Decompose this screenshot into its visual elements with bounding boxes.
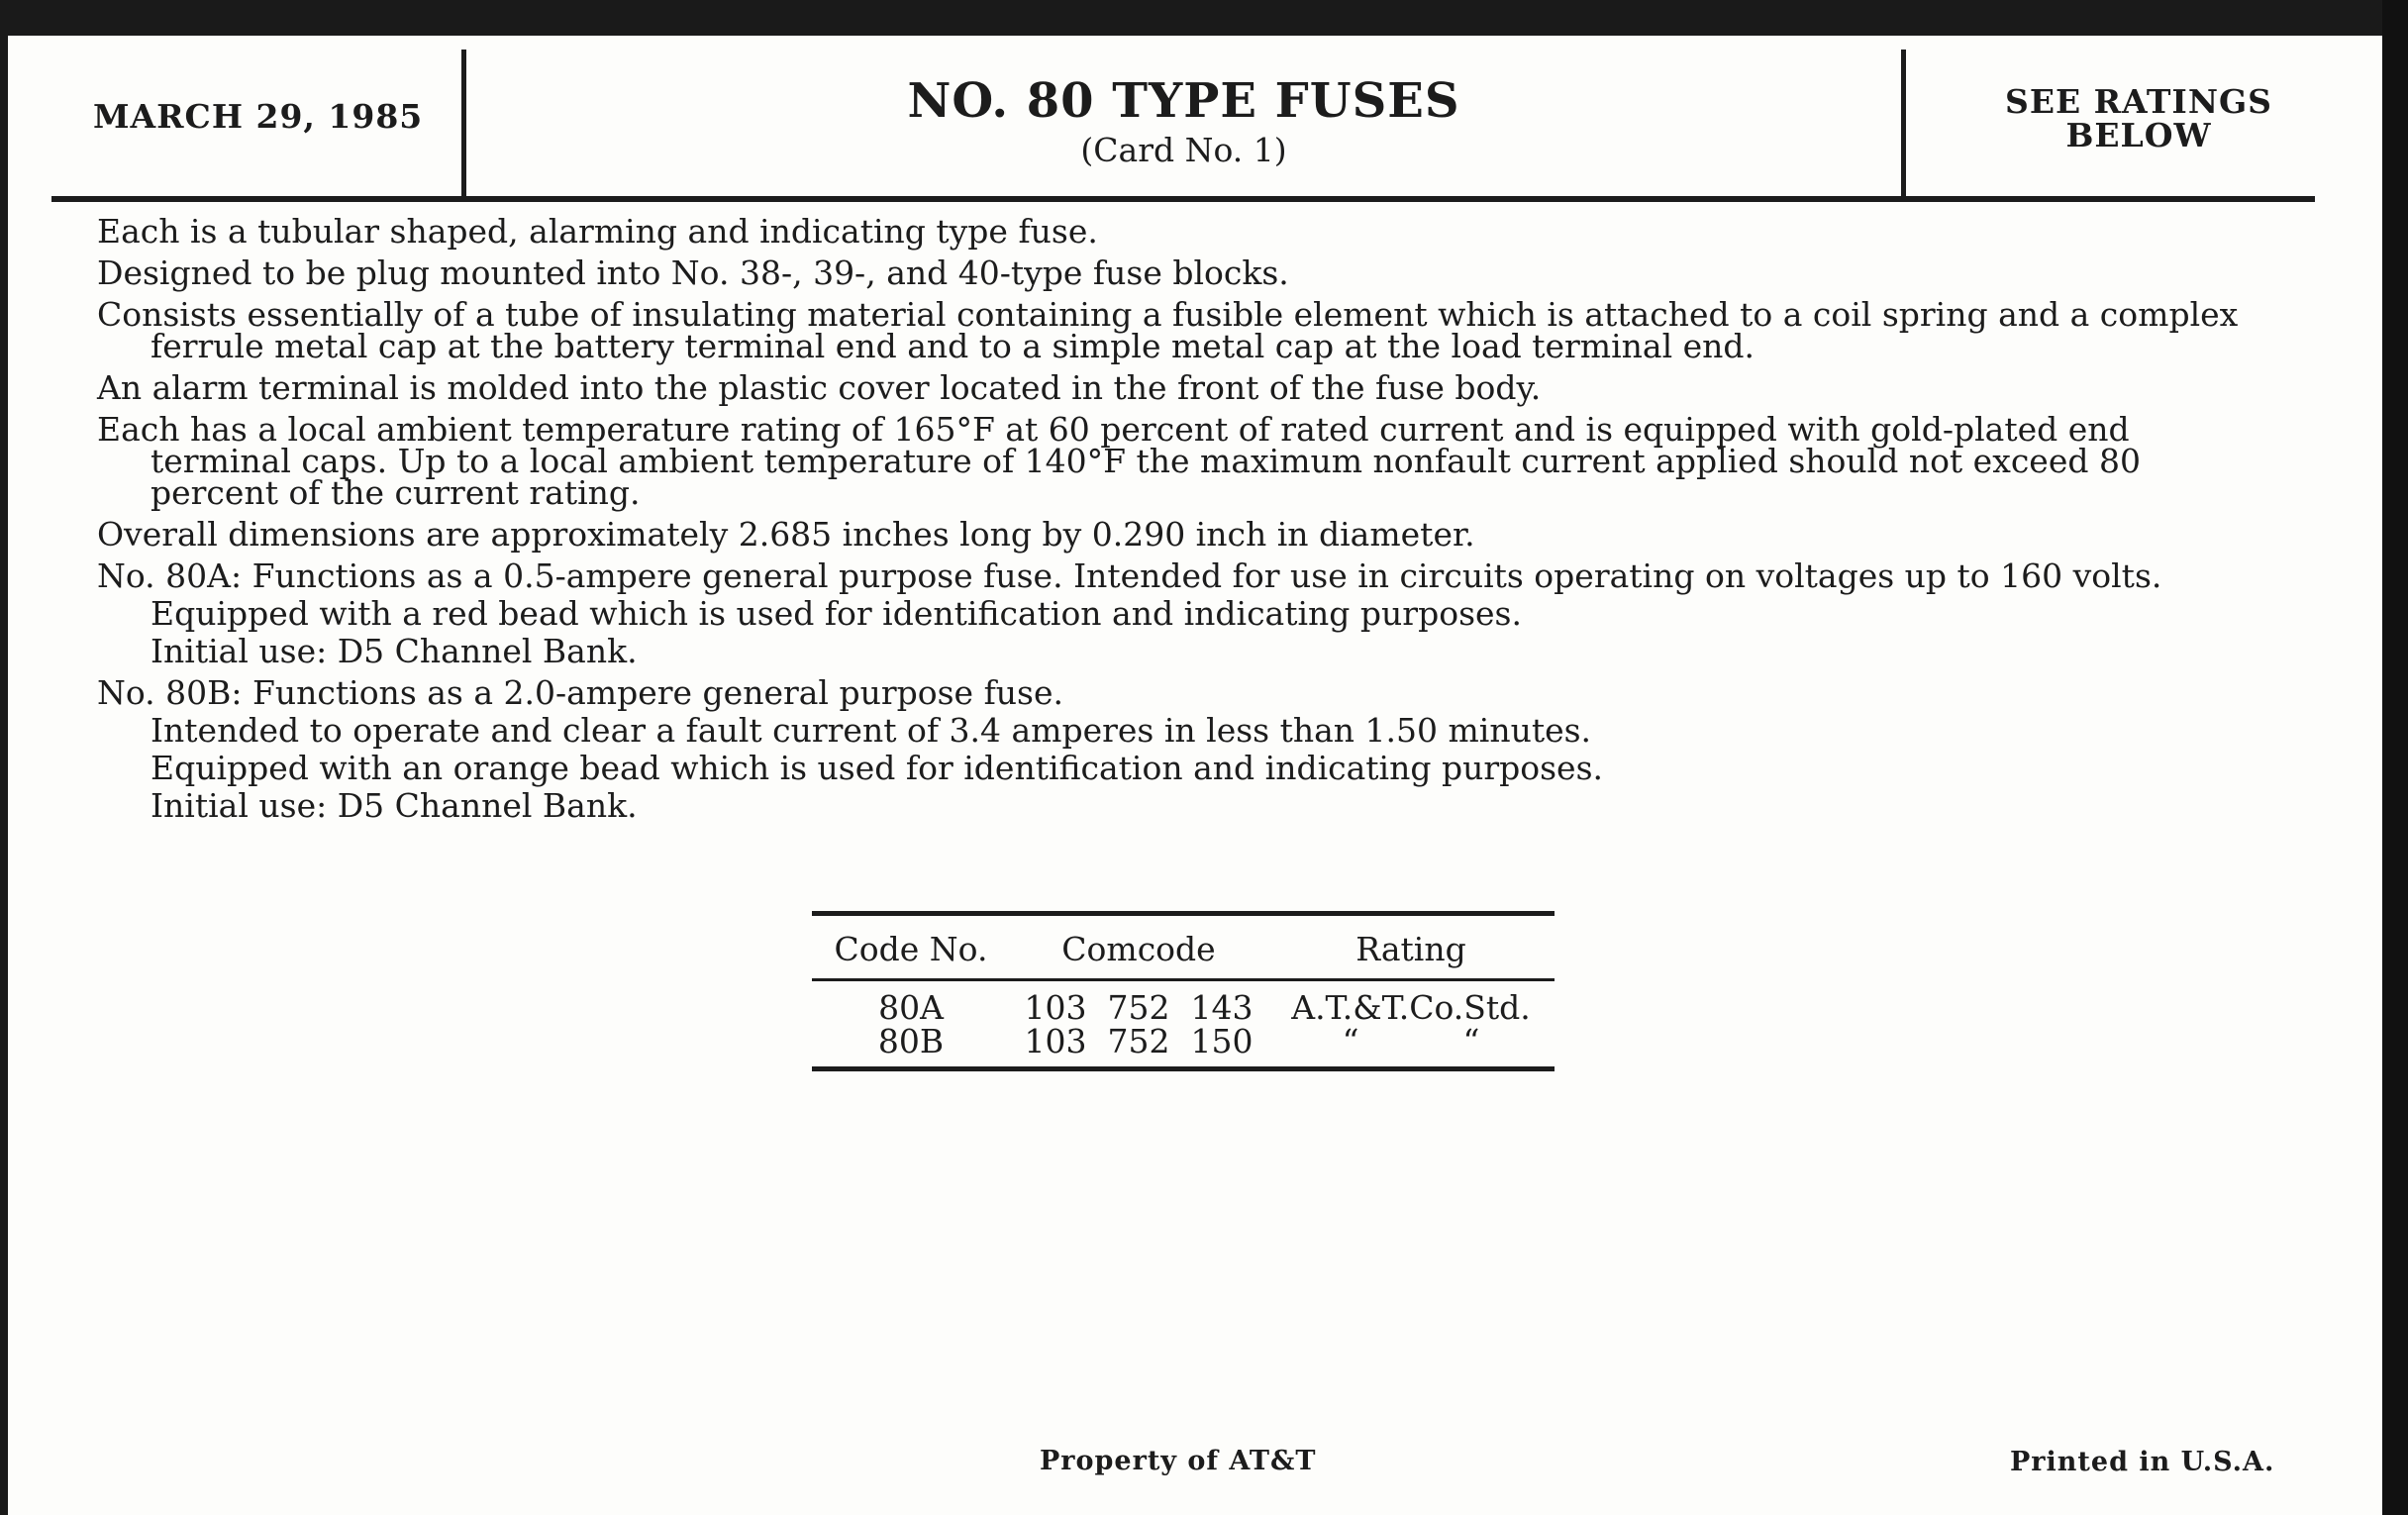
- paragraph-alarm-terminal: An alarm terminal is molded into the plastic cover located in the front of the fuse body.: [97, 368, 1542, 407]
- card-header: [8, 36, 2382, 198]
- comcode-cell: 103 752 150: [1024, 1022, 1254, 1060]
- paragraph-80b-bead: Equipped with an orange bead which is used for identification and indicating purposes.: [150, 749, 1604, 787]
- paragraph-shape: Each is a tubular shaped, alarming and indicating type fuse.: [97, 212, 1098, 251]
- rating-cell: “ “: [1342, 1022, 1480, 1060]
- paragraph-80a: No. 80A: Functions as a 0.5-ampere general purpose fuse. Intended for use in circuits operating on voltages up to 160 volts.: [97, 556, 2162, 595]
- code-no-cell: 80A: [878, 988, 944, 1027]
- paragraph-dimensions: Overall dimensions are approximately 2.685 inches long by 0.290 inch in diameter.: [97, 515, 1475, 554]
- ratings-note-line1: SEE RATINGS: [2004, 82, 2273, 121]
- paragraph-80a-use: Initial use: D5 Channel Bank.: [150, 632, 638, 670]
- table-bottom-rule: [812, 1066, 1555, 1071]
- code-no-cell: 80B: [877, 1022, 945, 1060]
- paragraph-80b-use: Initial use: D5 Channel Bank.: [150, 786, 638, 825]
- table-body: [812, 981, 1555, 1066]
- property-notice: Property of AT&T: [1040, 1446, 1317, 1476]
- description-body: [97, 212, 2275, 832]
- comcode-cell: 103 752 143: [1024, 988, 1254, 1027]
- paragraph-mounting: Designed to be plug mounted into No. 38-, 39-, and 40-type fuse blocks.: [97, 253, 1289, 292]
- fuse-spec-card: [8, 36, 2382, 1515]
- paragraph-temperature: Each has a local ambient temperature rating of 165°F at 60 percent of rated current and is equipped with gold-plated end terminal caps. Up to a local ambient temperature of 140°F the maximum nonfault current applied should not exceed 80 percent of the current rating.: [97, 410, 2141, 512]
- printed-notice: Printed in U.S.A.: [2010, 1447, 2275, 1477]
- ratings-note-line2: BELOW: [2065, 116, 2212, 154]
- paragraph-80b-fault: Intended to operate and clear a fault current of 3.4 amperes in less than 1.50 minutes.: [150, 711, 1592, 750]
- paragraph-80b: No. 80B: Functions as a 2.0-ampere general purpose fuse.: [97, 673, 1063, 712]
- table-row: [812, 1022, 1555, 1060]
- card-subtitle: (Card No. 1): [1080, 131, 1287, 169]
- card-title: NO. 80 TYPE FUSES: [907, 73, 1460, 129]
- paragraph-construction: Consists essentially of a tube of insulating material containing a fusible element which is attached to a coil spring and a complex ferrule metal cap at the battery terminal end and to a simple metal cap at the load terminal end.: [97, 295, 2239, 365]
- paragraph-80a-bead: Equipped with a red bead which is used for identification and indicating purposes.: [150, 594, 1522, 633]
- table-row: [812, 988, 1555, 1027]
- header-rule: [51, 196, 2315, 202]
- table-header-row: [812, 916, 1555, 978]
- header-code-no: Code No.: [834, 930, 988, 968]
- issue-date: MARCH 29, 1985: [93, 97, 424, 136]
- title-block: [466, 73, 1901, 169]
- ratings-table: [812, 911, 1555, 1071]
- rating-cell: A.T.&T.Co.Std.: [1291, 988, 1531, 1027]
- scan-edge-shadow: [2382, 0, 2408, 1515]
- header-rating: Rating: [1355, 930, 1466, 968]
- header-comcode: Comcode: [1061, 930, 1216, 968]
- ratings-note: [1906, 82, 2371, 154]
